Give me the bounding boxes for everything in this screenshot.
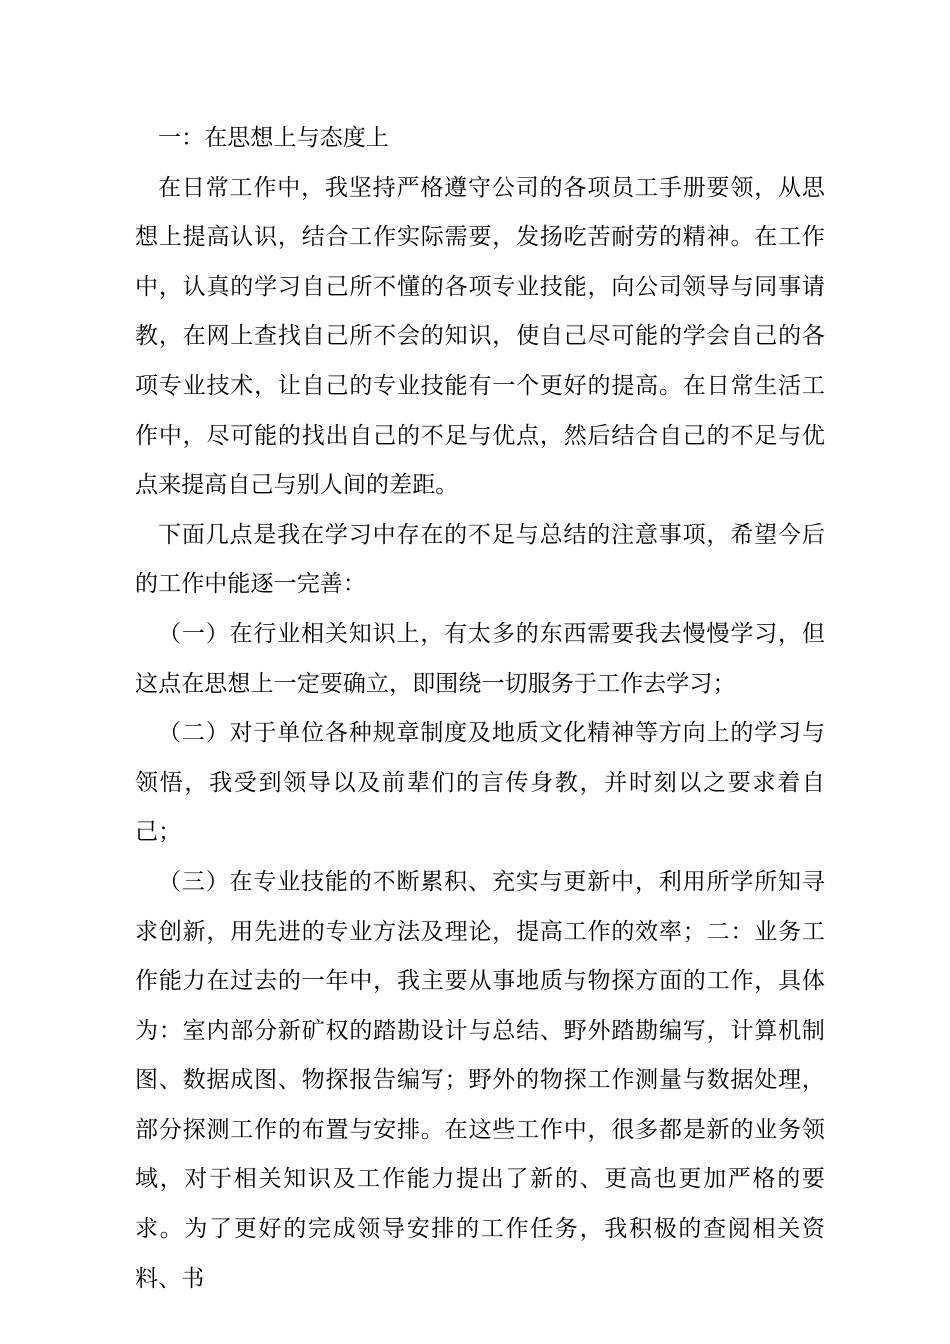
list-item-1: （一）在行业相关知识上，有太多的东西需要我去慢慢学习，但这点在思想上一定要确立，即围绕一切服务于工作去学习； xyxy=(135,620,825,697)
list-item-2: （二）对于单位各种规章制度及地质文化精神等方向上的学习与领悟，我受到领导以及前辈们的言传身教，并时刻以之要求着自己； xyxy=(135,720,825,846)
list-item-3: （三）在专业技能的不断累积、充实与更新中，利用所学所知寻求创新，用先进的专业方法及理论，提高工作的效率；二：业务工作能力在过去的一年中，我主要从事地质与物探方面的工作，具体为：室内部分新矿权的踏勘设计与总结、野外踏勘编写，计算机制图、数据成图、物探报告编写；野外的物探工作测量与数据处理，部分探测工作的布置与安排。在这些工作中，很多都是新的业务领域，对于相关知识及工作能力提出了新的、更高也更加严格的要求。为了更好的完成领导安排的工作任务，我积极的查阅相关资料、书 xyxy=(135,868,825,1292)
paragraph: 下面几点是我在学习中存在的不足与总结的注意事项，希望今后的工作中能逐一完善： xyxy=(135,521,825,598)
document-body xyxy=(135,114,825,1304)
section-heading: 一：在思想上与态度上 xyxy=(158,125,389,151)
paragraph: 在日常工作中，我坚持严格遵守公司的各项员工手册要领，从思想上提高认识，结合工作实际需要，发扬吃苦耐劳的精神。在工作中，认真的学习自己所不懂的各项专业技能，向公司领导与同事请教，在网上查找自己所不会的知识，使自己尽可能的学会自己的各项专业技术，让自己的专业技能有一个更好的提高。在日常生活工作中，尽可能的找出自己的不足与优点，然后结合自己的不足与优点来提高自己与别人间的差距。 xyxy=(135,174,825,499)
